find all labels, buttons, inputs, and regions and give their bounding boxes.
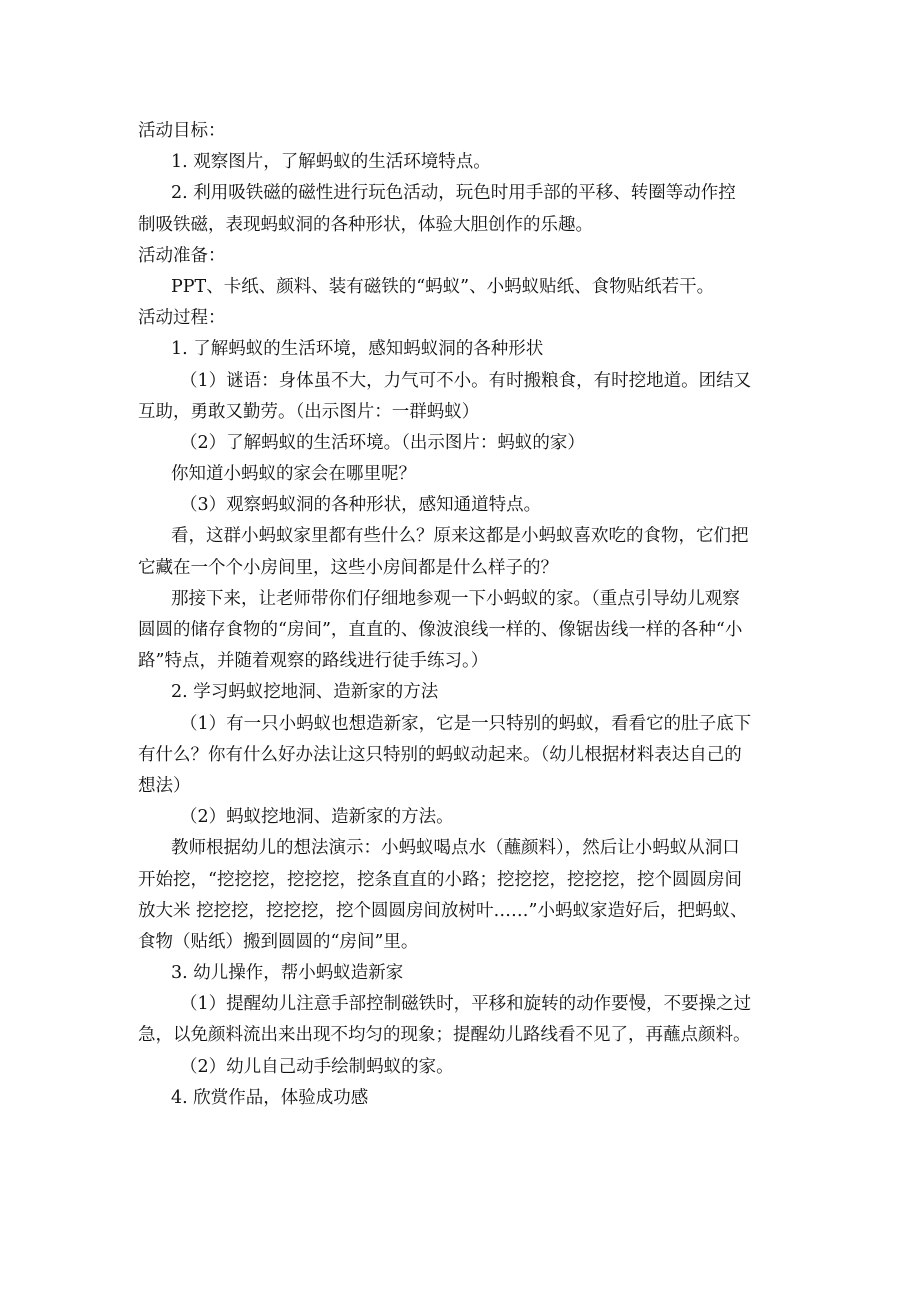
paragraph-line: （1）谜语：身体虽不大，力气可不小。有时搬粮食，有时挖地道。团结又: [180, 370, 752, 391]
paragraph-line: （3）观察蚂蚁洞的各种形状，感知通道特点。: [180, 495, 542, 516]
paragraph-line: 开始挖，“挖挖挖，挖挖挖，挖条直直的小路；挖挖挖，挖挖挖，挖个圆圆房间: [138, 869, 742, 890]
paragraph-line: 看，这群小蚂蚁家里都有些什么？原来这都是小蚂蚁喜欢吃的食物，它们把: [171, 526, 749, 547]
paragraph-line: 想法）: [138, 775, 191, 796]
paragraph-line: 路”特点，并随着观察的路线进行徒手练习。）: [138, 651, 489, 672]
paragraph-line: 食物（贴纸）搬到圆圆的“房间”里。: [138, 931, 419, 952]
goal-item-2: 2. 利用吸铁磁的磁性进行玩色活动，玩色时用手部的平移、转圈等动作控: [171, 183, 736, 204]
section-heading-process: 活动过程：: [138, 308, 226, 329]
paragraph-line: 你知道小蚂蚁的家会在哪里呢？: [171, 464, 416, 485]
paragraph-line: 那接下来，让老师带你们仔细地参观一下小蚂蚁的家。（重点引导幼儿观察: [171, 588, 740, 609]
paragraph-line: （2）幼儿自己动手绘制蚂蚁的家。: [180, 1056, 454, 1077]
paragraph-line: 互助，勇敢又勤劳。（出示图片：一群蚂蚁）: [138, 401, 480, 422]
paragraph-line: 有什么？你有什么好办法让这只特别的蚂蚁动起来。（幼儿根据材料表达自己的: [138, 744, 742, 765]
goal-item-1: 1. 观察图片，了解蚂蚁的生活环境特点。: [171, 152, 491, 173]
paragraph-line: （2）蚂蚁挖地洞、造新家的方法。: [180, 807, 454, 828]
paragraph-line: 它藏在一个个小房间里，这些小房间都是什么样子的？: [138, 557, 558, 578]
preparation-materials: PPT、卡纸、颜料、装有磁铁的“蚂蚁”、小蚂蚁贴纸、食物贴纸若干。: [171, 276, 715, 297]
section-heading-preparation: 活动准备：: [138, 245, 226, 266]
paragraph-line: 教师根据幼儿的想法演示：小蚂蚁喝点水（蘸颜料），然后让小蚂蚁从洞口: [171, 838, 740, 859]
section-heading-goals: 活动目标：: [138, 121, 226, 141]
paragraph-line: （1）提醒幼儿注意手部控制磁铁时，平移和旋转的动作要慢，不要操之过: [180, 994, 752, 1015]
process-step-2-title: 2. 学习蚂蚁挖地洞、造新家的方法: [171, 682, 439, 703]
paragraph-line: （2）了解蚂蚁的生活环境。（出示图片：蚂蚁的家）: [180, 432, 585, 453]
process-step-4-title: 4. 欣赏作品，体验成功感: [171, 1087, 369, 1108]
document-body: [138, 116, 788, 1114]
paragraph-line: 圆圆的储存食物的“房间”，直直的、像波浪线一样的、像锯齿线一样的各种“小: [138, 620, 743, 640]
process-step-3-title: 3. 幼儿操作，帮小蚂蚁造新家: [171, 963, 404, 984]
paragraph-line: （1）有一只小蚂蚁也想造新家，它是一只特别的蚂蚁，看看它的肚子底下: [180, 713, 752, 734]
goal-item-2-continued: 制吸铁磁，表现蚂蚁洞的各种形状，体验大胆创作的乐趣。: [138, 214, 593, 235]
paragraph-line: 放大米 挖挖挖，挖挖挖，挖个圆圆房间放树叶……”小蚂蚁家造好后，把蚂蚁、: [138, 900, 748, 921]
paragraph-line: 急，以免颜料流出来出现不均匀的现象；提醒幼儿路线看不见了，再蘸点颜料。: [138, 1025, 751, 1046]
process-step-1-title: 1. 了解蚂蚁的生活环境，感知蚂蚁洞的各种形状: [171, 339, 544, 360]
